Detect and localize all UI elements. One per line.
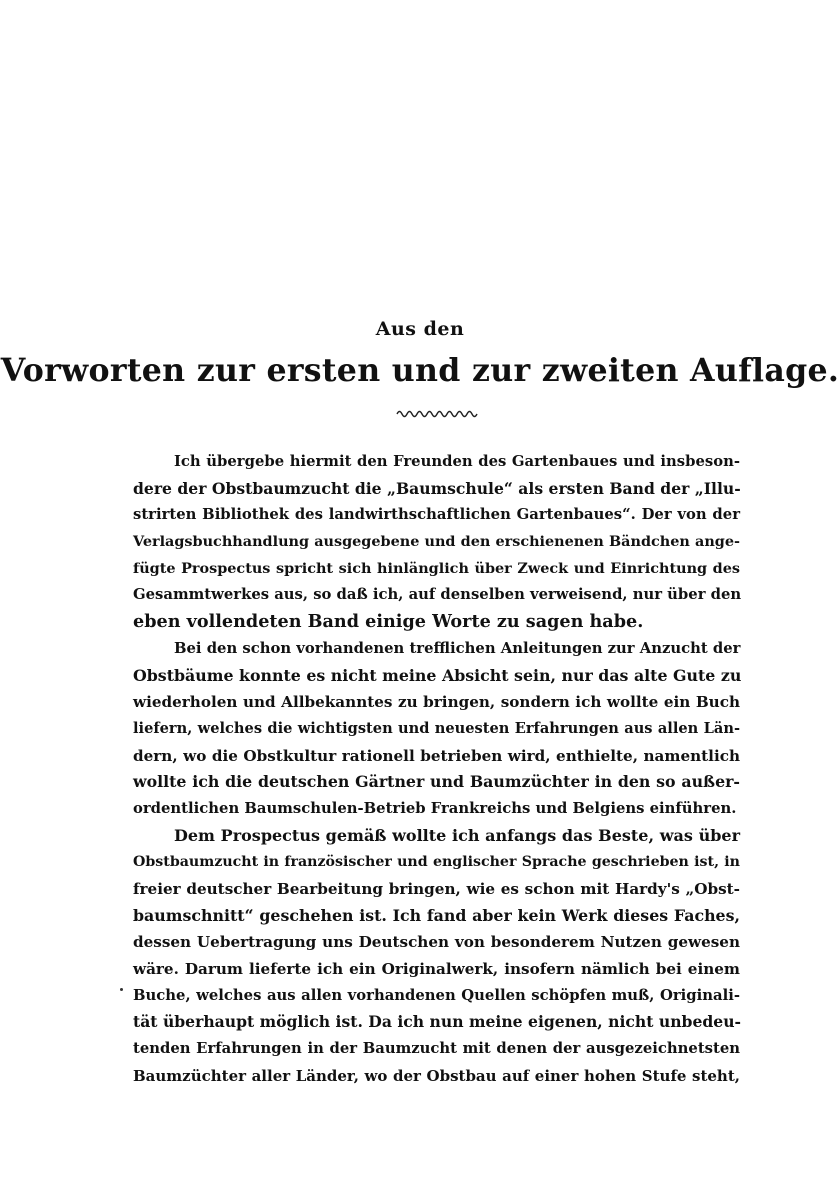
- text-line: wiederholen und Allbekanntes zu bringen, sondern ich wollte ein Buch: [133, 693, 740, 712]
- text-line: liefern, welches die wichtigsten und neuesten Erfahrungen aus allen Län-: [133, 719, 740, 737]
- section-pre-title: Aus den: [375, 318, 465, 340]
- text-line: Bei den schon vorhandenen trefflichen Anleitungen zur Anzucht der: [174, 639, 741, 657]
- ink-speck: [120, 988, 123, 991]
- text-line: strirten Bibliothek des landwirthschaftlichen Gartenbaues“. Der von der: [133, 506, 740, 524]
- text-line: ordentlichen Baumschulen-Betrieb Frankreichs und Belgiens einführen.: [133, 799, 737, 817]
- section-title: Vorworten zur ersten und zur zweiten Auflage.: [0, 352, 840, 389]
- text-line: wäre. Darum lieferte ich ein Originalwerk, insofern nämlich bei einem: [133, 960, 740, 979]
- text-line: baumschnitt“ geschehen ist. Ich fand aber kein Werk dieses Faches,: [133, 905, 740, 925]
- text-line: freier deutscher Bearbeitung bringen, wie es schon mit Hardy's „Obst-: [133, 880, 740, 898]
- text-line: fügte Prospectus spricht sich hinlänglich über Zweck und Einrichtung des: [133, 559, 740, 577]
- text-line: Obstbaumzucht in französischer und englischer Sprache geschrieben ist, in: [133, 854, 740, 871]
- text-line: Baumzüchter aller Länder, wo der Obstbau auf einer hohen Stufe steht,: [133, 1066, 740, 1085]
- text-line: Obstbäume konnte es nicht meine Absicht sein, nur das alte Gute zu: [133, 665, 742, 685]
- text-line: tät überhaupt möglich ist. Da ich nun meine eigenen, nicht unbedeu-: [133, 1012, 742, 1032]
- text-line: Verlagsbuchhandlung ausgegebene und den erschienenen Bändchen ange-: [133, 533, 740, 551]
- text-line: dern, wo die Obstkultur rationell betrieben wird, enthielte, namentlich: [133, 746, 740, 765]
- wavy-rule-ornament: [396, 408, 478, 420]
- text-line: Gesammtwerkes aus, so daß ich, auf denselben verweisend, nur über den: [133, 586, 742, 604]
- text-line: Buche, welches aus allen vorhandenen Quellen schöpfen muß, Originali-: [133, 986, 740, 1004]
- preface-body-text: [133, 449, 740, 1090]
- text-line: Dem Prospectus gemäß wollte ich anfangs das Beste, was über: [174, 825, 740, 845]
- text-line: dere der Obstbaumzucht die „Baumschule“ als ersten Band der „Illu-: [133, 478, 741, 498]
- text-line: tenden Erfahrungen in der Baumzucht mit denen der ausgezeichnetsten: [133, 1040, 740, 1058]
- text-line: wollte ich die deutschen Gärtner und Baumzüchter in den so außer-: [133, 772, 740, 792]
- text-line: eben vollendeten Band einige Worte zu sagen habe.: [133, 611, 644, 633]
- text-line: Ich übergebe hiermit den Freunden des Gartenbaues und insbeson-: [174, 453, 740, 470]
- text-line: dessen Uebertragung uns Deutschen von besonderem Nutzen gewesen: [133, 933, 740, 952]
